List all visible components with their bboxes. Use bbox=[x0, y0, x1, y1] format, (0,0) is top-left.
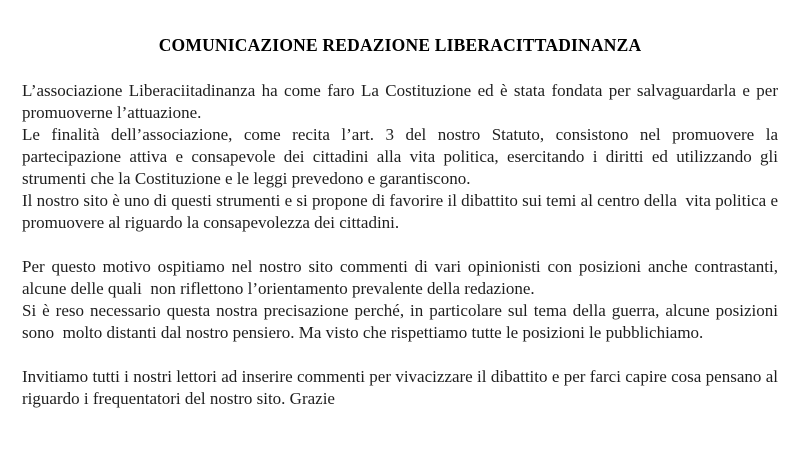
document-title: COMUNICAZIONE REDAZIONE LIBERACITTADINANZA bbox=[158, 35, 642, 55]
paragraph: Le finalità dell’associazione, come recita l’art. 3 del nostro Statuto, consistono nel promuovere la partecipazione attiva e consapevole dei cittadini alla vita politica, esercitando i diritti ed utilizzando gli strumenti che la Costituzione e le leggi prevedono e garantiscono. bbox=[22, 125, 783, 188]
paragraph: Il nostro sito è uno di questi strumenti e si propone di favorire il dibattito sui temi al centro della vita politica e promuovere al riguardo la consapevolezza dei cittadini. bbox=[22, 191, 783, 232]
document-body bbox=[22, 80, 783, 410]
paragraph: L’associazione Liberaciitadinanza ha come faro La Costituzione ed è stata fondata per salvaguardarla e per promuoverne l’attuazione. bbox=[22, 81, 783, 122]
paragraph: Si è reso necessario questa nostra precisazione perché, in particolare sul tema della guerra, alcune posizioni sono molto distanti dal nostro pensiero. Ma visto che rispettiamo tutte le posizioni le pubblichiamo. bbox=[22, 301, 783, 342]
paragraph: Invitiamo tutti i nostri lettori ad inserire commenti per vivacizzare il dibattito e per farci capire cosa pensano al riguardo i frequentatori del nostro sito. Grazie bbox=[22, 367, 783, 408]
paragraph: Per questo motivo ospitiamo nel nostro sito commenti di vari opinionisti con posizioni anche contrastanti, alcune delle quali non riflettono l’orientamento prevalente della redazione. bbox=[22, 257, 783, 298]
